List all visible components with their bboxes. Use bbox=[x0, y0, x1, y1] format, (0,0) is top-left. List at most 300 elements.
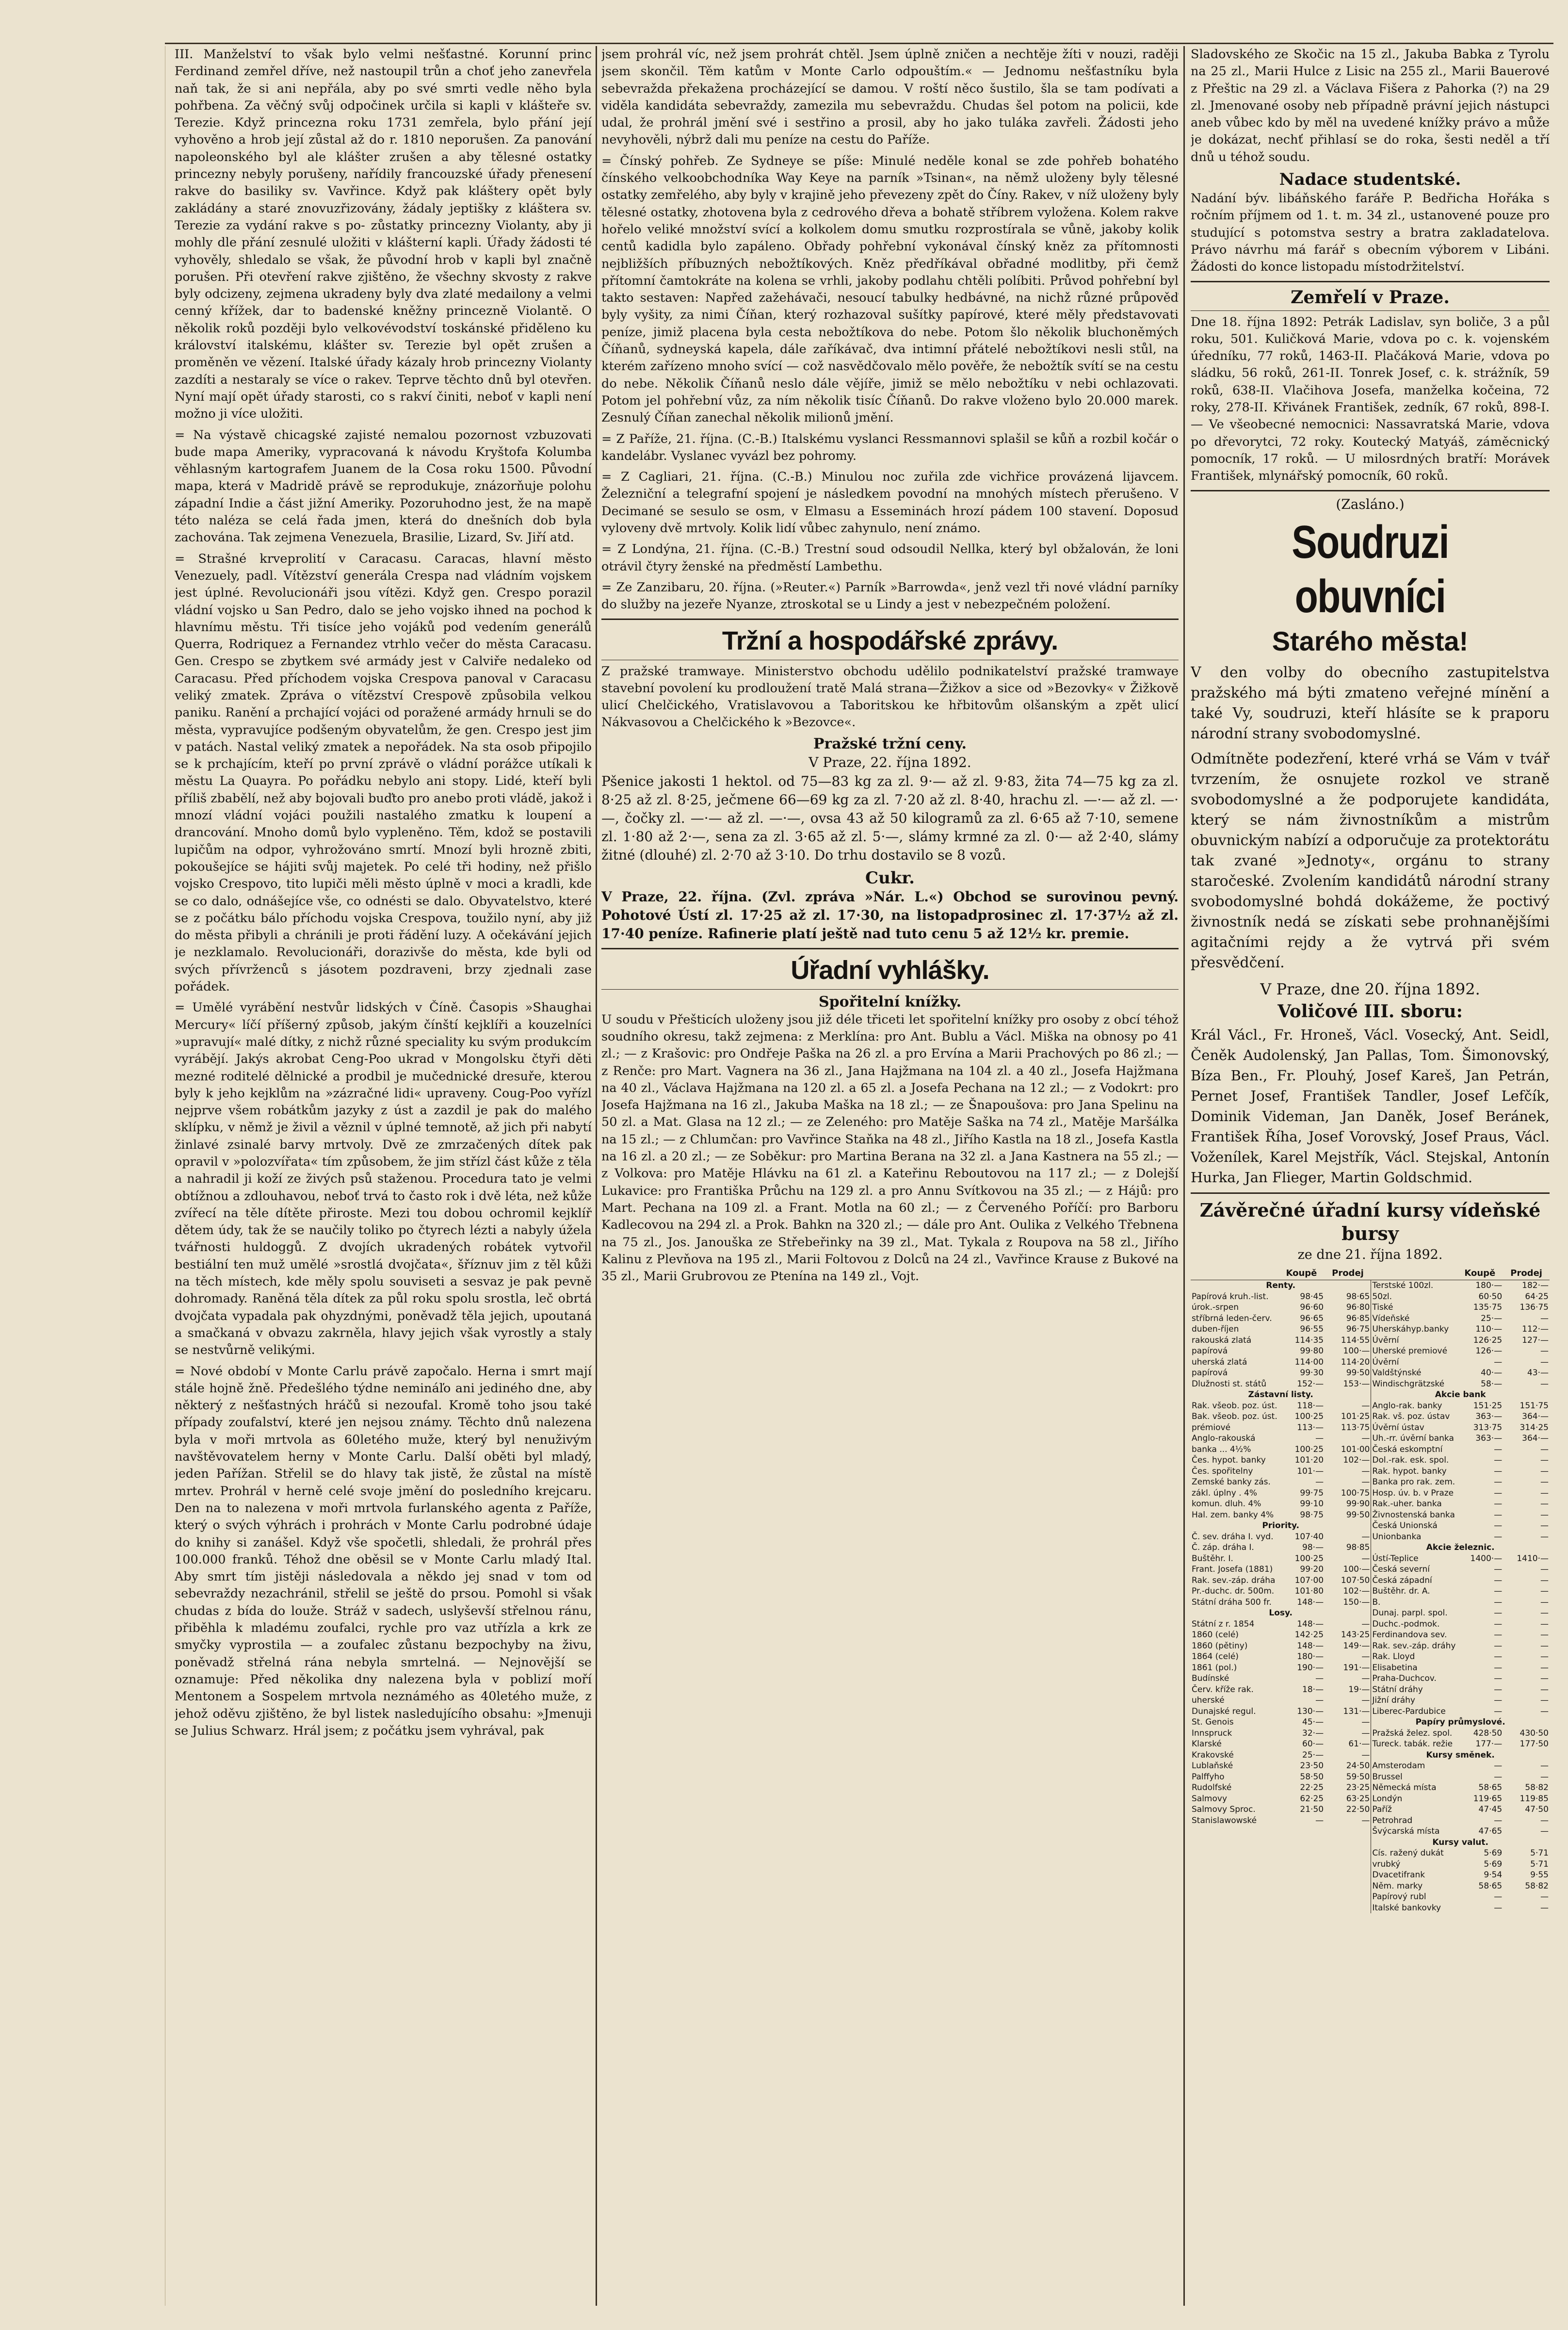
bourse-sell-price: — bbox=[1361, 1717, 1370, 1727]
bourse-security-name: Elisabetina bbox=[1371, 1662, 1457, 1674]
paragraph: Z pražské tramwaye. Ministerstvo obchodu udělilo podnikatelství pražské tramwaye stavební povolení ku prodloužení tratě Malá strana—Žižkov a sice od »Bezovky« v Žižkově ulicí Chelčického, Vratislavovou a Taboritskou ke hřbitovům olšanským a zpět ulicí Nákvasovou a Chelčického k »Bezovce«. bbox=[601, 664, 1179, 730]
bourse-buy-price: 99·80 bbox=[1300, 1346, 1324, 1356]
ad-body-2: Odmítněte podezření, které vrhá se Vám v tvář tvrzením, že osnujete rozkol ve straně svobodomyslné a že podporujete kandidáta, který se nám živnostníkům a mistrům obuvnickým nabízí a odporučuje za protektorátu tak zvané »Jednoty«, orgánu to strany staročeské. Zvolením kandidátů národní strany svobodomyslné bohdá dokážeme, že poctivý živnostník nedá se získati sebe prohnanějšími agitačními rejdy a že vytrvá při svém přesvědčení. bbox=[1191, 750, 1550, 971]
bourse-security-name: Hosp. úv. b. v Praze bbox=[1371, 1488, 1457, 1499]
bourse-date: ze dne 21. října 1892. bbox=[1297, 1247, 1443, 1262]
bourse-sell-price: — bbox=[1361, 1532, 1370, 1542]
table-row bbox=[1191, 1291, 1550, 1303]
bourse-security-name: Salmovy bbox=[1192, 1793, 1228, 1804]
bourse-security-name: 1864 (celé) bbox=[1192, 1652, 1239, 1662]
bourse-security-name: Dol.-rak. esk. spol. bbox=[1371, 1455, 1457, 1466]
column-rule-2 bbox=[1183, 46, 1185, 2306]
bourse-sell-price: — bbox=[1540, 1772, 1549, 1782]
bourse-buy-price: 21·50 bbox=[1300, 1805, 1324, 1815]
column-1 bbox=[175, 46, 592, 2306]
bourse-buy-price: — bbox=[1494, 1674, 1503, 1684]
bourse-buy-price: 99·20 bbox=[1300, 1564, 1324, 1575]
table-row bbox=[1191, 1389, 1550, 1401]
table-row bbox=[1191, 1335, 1550, 1346]
table-row bbox=[1191, 1772, 1550, 1783]
bourse-security-name: Liberec-Pardubice bbox=[1371, 1706, 1457, 1717]
table-row bbox=[1191, 1848, 1550, 1859]
table-row bbox=[1191, 1903, 1550, 1914]
bourse-buy-price: — bbox=[1494, 1815, 1503, 1825]
bourse-sell-price: 136·75 bbox=[1520, 1303, 1549, 1313]
bourse-security-name: papírová bbox=[1192, 1346, 1228, 1356]
bourse-buy-price: 96·60 bbox=[1300, 1303, 1324, 1313]
bourse-security-name: Amsterodam bbox=[1371, 1760, 1457, 1772]
bourse-sell-price: 430·50 bbox=[1520, 1728, 1549, 1738]
ad-title: Soudruzi obuvníci bbox=[1292, 516, 1449, 622]
table-row bbox=[1191, 1324, 1550, 1335]
table-row bbox=[1191, 1542, 1550, 1553]
table-row bbox=[1191, 1422, 1550, 1434]
paragraph: = Ze Zanzibaru, 20. října. (»Reuter.«) Parník »Barrowda«, jenž vezl tři nové vládní parníky do služby na jezeře Nyanze, ztroskotal se u Lindy a jest v nebezpečném položení. bbox=[601, 580, 1179, 612]
bourse-security-name: Česká severní bbox=[1371, 1564, 1457, 1575]
bourse-sell-price: 61·— bbox=[1348, 1739, 1370, 1749]
col-header-sell: Prodej bbox=[1325, 1267, 1371, 1280]
table-row bbox=[1191, 1750, 1550, 1761]
bourse-sell-price: 102·— bbox=[1343, 1455, 1370, 1466]
bourse-sell-price: — bbox=[1361, 1434, 1370, 1444]
bourse-sell-price: — bbox=[1540, 1357, 1549, 1367]
bourse-sell-price: 64·25 bbox=[1525, 1291, 1549, 1302]
table-row bbox=[1191, 1346, 1550, 1357]
bourse-sell-price: 22·50 bbox=[1346, 1805, 1370, 1815]
paragraph: = Na výstavě chicagské zajisté nemalou pozornost vzbuzovati bude mapa Ameriky, vypracovaná k návodu Kryštofa Kolumba věhlasným kartografem Juanem de la Cosa roku 1500. Původní mapa, která v Madridě právě se reprodukuje, znázorňuje polohu západní Indie a část jižní Ameriky. Pozoruhodno jest, že na mapě této naléza se celá řada jmen, která do dnešních dob byla zachována. Tak zejmena Venezuela, Brasilie, Lizard, Sv. Jiří atd. bbox=[175, 427, 592, 545]
article-prices bbox=[601, 772, 1179, 864]
bourse-buy-price: 119·65 bbox=[1473, 1793, 1503, 1804]
bourse-security-name: Klarské bbox=[1192, 1739, 1222, 1749]
bourse-sell-price: 43·— bbox=[1527, 1368, 1549, 1378]
table-row bbox=[1191, 1728, 1550, 1739]
bourse-sell-price: 151·75 bbox=[1520, 1401, 1549, 1411]
table-row bbox=[1191, 1837, 1550, 1848]
bourse-buy-price: 114·00 bbox=[1294, 1357, 1324, 1367]
article-monte-carlo-cont bbox=[601, 46, 1179, 149]
bourse-security-name: Budínské bbox=[1192, 1674, 1229, 1684]
bourse-sell-price: 101·00 bbox=[1341, 1444, 1370, 1454]
bourse-security-name: Státní dráha 500 fr. bbox=[1192, 1597, 1272, 1607]
article-chinese-funeral bbox=[601, 153, 1179, 427]
bourse-buy-price: — bbox=[1494, 1641, 1503, 1651]
bourse-buy-price: 101·— bbox=[1297, 1466, 1324, 1476]
bourse-security-name: Č. záp. dráha I. bbox=[1192, 1543, 1254, 1553]
news-paris bbox=[601, 431, 1179, 465]
bourse-sell-price: — bbox=[1540, 1619, 1549, 1629]
bourse-buy-price: 126·25 bbox=[1473, 1335, 1503, 1345]
bourse-sell-price: 364·— bbox=[1522, 1412, 1549, 1422]
bourse-sell-price: 150·— bbox=[1343, 1597, 1370, 1607]
bourse-buy-price: 100·25 bbox=[1294, 1444, 1324, 1454]
bourse-sell-price: — bbox=[1540, 1761, 1549, 1771]
bourse-sell-price: 101·25 bbox=[1341, 1412, 1370, 1422]
bourse-security-name: Čes. hypot. banky bbox=[1192, 1455, 1266, 1466]
bourse-security-name: Rak. hypot. banky bbox=[1371, 1466, 1457, 1477]
bourse-buy-price: 22·25 bbox=[1300, 1783, 1324, 1793]
bourse-buy-price: 363·— bbox=[1475, 1434, 1503, 1444]
bourse-security-name: Petrohrad bbox=[1371, 1815, 1457, 1826]
bourse-sell-price: 314·25 bbox=[1520, 1422, 1549, 1433]
bourse-sell-price: — bbox=[1361, 1619, 1370, 1629]
paragraph: jsem prohrál víc, než jsem prohrát chtěl. Jsem úplně zničen a nechtěje žíti v nouzi, raději jsem skončil. Těm katům v Monte Carlo odpouštím.« — Jednomu nešťastníku byla sebevražda překažena procházející se damou. V roští něco šustilo, šla se tam podívati a viděla kandidáta sebevraždy, zamezila mu sebevraždu. Chudas šel potom na policii, kde udal, že prohrál jmění své i sestřino a prosil, aby ho jako tuláka zavřeli. Žádosti jeho nevyhověli, nýbrž dali mu peníze na cestu do Paříže. bbox=[601, 47, 1179, 147]
divider bbox=[1191, 1192, 1550, 1194]
bourse-buy-price: — bbox=[1494, 1510, 1503, 1520]
bourse-security-name: Italské bankovky bbox=[1371, 1903, 1457, 1914]
bourse-security-name: Česká eskomptní bbox=[1371, 1444, 1457, 1455]
bourse-sell-price: 9·55 bbox=[1530, 1870, 1549, 1880]
bourse-sell-price: 112·— bbox=[1522, 1324, 1549, 1335]
bourse-buy-price: — bbox=[1315, 1434, 1324, 1444]
bourse-sell-price: — bbox=[1361, 1466, 1370, 1476]
bourse-table bbox=[1191, 1267, 1550, 1914]
bourse-security-name: Paříž bbox=[1371, 1804, 1457, 1815]
bourse-security-name: Banka pro rak. zem. bbox=[1371, 1477, 1457, 1488]
bourse-buy-price: 98·75 bbox=[1300, 1510, 1324, 1520]
bourse-group-heading: Kursy valut. bbox=[1371, 1837, 1550, 1848]
table-row bbox=[1191, 1608, 1550, 1619]
bourse-sell-price: 107·50 bbox=[1341, 1575, 1370, 1585]
ad-date: V Praze, dne 20. října 1892. bbox=[1260, 979, 1480, 998]
table-row bbox=[1191, 1553, 1550, 1564]
bourse-security-name: Krakovské bbox=[1192, 1750, 1234, 1760]
bourse-buy-price: — bbox=[1494, 1488, 1503, 1498]
bourse-sell-price: — bbox=[1361, 1695, 1370, 1706]
bourse-buy-price: — bbox=[1315, 1695, 1324, 1706]
bourse-sell-price: 113·75 bbox=[1341, 1422, 1370, 1433]
bourse-buy-price: 25·— bbox=[1481, 1313, 1503, 1323]
bourse-sell-price: — bbox=[1540, 1652, 1549, 1662]
paragraph: = Strašné krveprolití v Caracasu. Caracas, hlavní město Venezuely, padl. Vítězství generála Crespa nad vládním vojskem jest úplné. Revolucionáři jsou vítězi. Když gen. Crespo porazil vládní vojsko u San Pedro, dalo se jeho vojsko ihned na pochod k hlavnímu městu. Tři tisíce jeho vojáků pod vedením generálů Querra, Rodriquez a Fernandez vtrhlo večer do města Caracasu. Gen. Crespo se zbytkem své armády jest v Calviře nedaleko od Caracasu. Před příchodem vojska Crespova panoval v Caracasu veliký zmatek. Zpráva o vítězství Crespově způsobila velkou paniku. Ranění a prchající vojáci od poražené armády hrnuli se do města, vypravujíce podšeným obyvatelům, že gen. Crespo jest jim v patách. Nastal veliký zmatek a nepořádek. Na sta osob připojilo se k prchajícím, kteří po první zprávě o vládní porážce utíkali k městu La Quayra. Po pořádku nebylo ani stopy. Lidé, kteří byli příliš zbabělí, než aby bojovali buďto pro anebo proti vládě, jakož i mnozí vládní vojáci použili nastalého zmatku k loupení a drancování. Mnoho domů bylo vypleněno. Těm, kdož se postavili lupičům na odpor, vyhrožováno smrtí. Mnozí byli hrozně zbiti, pokoušejíce se hájiti svůj majetek. Po celé tři hodiny, než přišlo vojsko Crespovo, tito lupiči měli město úplně v moci a kradli, kde se co dalo, odnášejíce vše, co odnésti se dalo. Obyvatelstvo, které se z počátku bálo příchodu vojska Crespova, toužilo nyní, aby již do města přibyli a chránili je proti řádění luzy. A očekávání jejich je nezklamalo. Revolucionáři, dorazivše do města, kde byli od svých přívrženců s jásotem pozdraveni, brzy zjednali zase pořádek. bbox=[175, 551, 592, 994]
bourse-security-name: Cís. ražený dukát bbox=[1371, 1848, 1457, 1859]
bourse-sell-price: — bbox=[1540, 1662, 1549, 1673]
paragraph: = Čínský pohřeb. Ze Sydneye se píše: Minulé neděle konal se zde pohřeb bohatého čínského velkoobchodníka Way Keye na parník »Tsinan«, na němž uloženy byly tělesné ostatky zemřelého, aby byly v krajině jeho převezeny zpět do Číny. Rakev, v níž uloženy byly tělesné ostatky, zhotovena byla z cedrového dřeva a bohatě stříbrem vyložena. Kolem rakve hořelo veliké množství svící a kolkolem domu smutku rozprostírala se vůně, jakoby kolik centů kadidla bylo zapáleno. Obřady pohřební vykonával čínský kněz za přítomnosti nejbližších příbuzných nebožtíkových. Kněz předříkával obřadné modlitby, při čemž přítomní čamtokráte na kolena se vrhli, jakoby podlahu chtěli políbiti. Průvod pohřební byl takto sestaven: Napřed zažehávači, nesoucí tabulky hedbávné, na nichž různé průpověď byly vyšity, za nimi Číňan, který rozhazoval sušítky papírové, které měly představovati peníze, jimiž placena byla cesta nebožtíkova do nebe. Potom šlo několik bluchoněmých Číňanů, sydneyská kapela, dále zaříkávač, dva intimní přátelé nebožtíkovi nesli stůl, na kterém zařízeno mnoho svící — což nasvědčovalo mělo pověře, že nebožtík svítí se na cestu do nebe. Několik Číňanů neslo dále vějíře, jimiž se mělo nebožtíku v nebi ochlazovati. Potom jel pohřební vůz, za ním několik tisíc Číňanů. Do rakve vloženo bylo 20.000 marek. Zesnulý Číňan zanechal několik milionů jmění. bbox=[601, 153, 1179, 425]
bourse-security-name: Živnostenská banka bbox=[1371, 1510, 1457, 1521]
bourse-security-name: Unionbanka bbox=[1371, 1532, 1457, 1543]
paragraph: Nadání býv. libáňského faráře P. Bedřicha Hořáka s ročním příjmem od 1. t. m. 34 zl., ustanovené pouze pro studující s potomstva sestry a bratra zakladatelova. Právo návrhu má farář s obecním výborem v Libáni. Žádosti do konce listopadu místodržitelství. bbox=[1191, 191, 1550, 275]
bourse-security-name: duben-říjen bbox=[1192, 1324, 1239, 1335]
bourse-buy-price: 142·25 bbox=[1294, 1630, 1324, 1640]
bourse-security-name: Tureck. tabák. režie bbox=[1371, 1739, 1457, 1750]
bourse-security-name: 1861 (pol.) bbox=[1192, 1662, 1237, 1673]
bourse-sell-price: 63·25 bbox=[1346, 1793, 1370, 1804]
bourse-buy-price: 126·— bbox=[1475, 1346, 1503, 1356]
section-heading-notices: Úřadní vyhlášky. bbox=[791, 955, 989, 985]
bourse-sell-price: — bbox=[1540, 1575, 1549, 1585]
bourse-sell-price: 99·50 bbox=[1346, 1510, 1370, 1520]
bourse-sell-price: — bbox=[1540, 1521, 1549, 1531]
bourse-security-name: Červ. kříže rak. bbox=[1192, 1684, 1254, 1695]
bourse-buy-price: 113·— bbox=[1297, 1422, 1324, 1433]
bourse-sell-price: 127·— bbox=[1522, 1335, 1549, 1345]
bourse-sell-price: 98·85 bbox=[1346, 1543, 1370, 1553]
bourse-sell-price: 24·50 bbox=[1346, 1761, 1370, 1771]
bourse-buy-price: — bbox=[1315, 1477, 1324, 1487]
bourse-security-name: Duchc.-podmok. bbox=[1371, 1619, 1457, 1630]
bourse-sell-price: — bbox=[1540, 1346, 1549, 1356]
table-row bbox=[1191, 1662, 1550, 1674]
bourse-buy-price: 96·65 bbox=[1300, 1313, 1324, 1323]
bourse-buy-price: 62·25 bbox=[1300, 1793, 1324, 1804]
article-china bbox=[175, 999, 592, 1359]
article-foundation bbox=[1191, 190, 1550, 276]
bourse-security-name: B. bbox=[1371, 1597, 1457, 1608]
paragraph: = Umělé vyrábění nestvůr lidských v Číně. Časopis »Shaughai Mercury« líčí příšerný způsob, jakým čínští kejklíři a kouzelníci »upravují« malé dítky, z nichž různé speciality ku svým produkcím vyrábějí. Jakýs akrobat Ceng-Poo ukrad v Mongolsku čtyři děti mezné roditelé dělnické a prodbil je mučednické dresuře, kterou byly k jeho kejklům na »zázračné lidi« upraveny. Coug-Poo vyřízl nejprve všem robátkům jazyky z úst a zazdil je pak do malého sklípku, v němž je živil a věznil v úplné temnotě, až jich při nabytí žinlavé zsinalé barvy mrtvoly. Dvě ze zmrzačených dítek pak opravil v »polozvířata« tím způsobem, že jim střízl část kůže z těla a nahradil ji koží ze živých psů staženou. Procedura tato je velmi obtížnou a zdlouhavou, neboť trvá to často rok i dvě léta, než kůže zvířecí na těle dítěte přiroste. Mezi tou dobou ochromil kejklíř dětem údy, tak že se naučily toliko po čtyrech lézti a nabyly úžela tvářnosti huldoggů. Z dvojích ukradených robátek vytvořil bestiální ten muž umělé »srostlá dvojčata«, šříznuv jim z těl kůži na těch místech, kde měly spolu souviseti a sesvaz je pak pevně dohromady. Raněná těla dítek za půl roku spolu srostla, leč obrtá dvojčata vypadala pak ohyzdnými, poněvadž těla jejich, upoutaná a smačkaná v obvazu zakrněla, hlavy jejich však vyrostly a staly se nestvůrně velikými. bbox=[175, 1000, 592, 1358]
table-row bbox=[1191, 1793, 1550, 1805]
bourse-security-name: Salmovy Sproc. bbox=[1192, 1805, 1256, 1815]
bourse-buy-price: 47·45 bbox=[1478, 1805, 1503, 1815]
bourse-group-heading: Kursy směnek. bbox=[1371, 1750, 1550, 1761]
table-row bbox=[1191, 1444, 1550, 1455]
column-rule-1 bbox=[596, 46, 597, 2306]
bourse-group-heading: Akcie bank bbox=[1371, 1389, 1550, 1401]
bourse-buy-price: 96·55 bbox=[1300, 1324, 1324, 1335]
bourse-sell-price: 5·71 bbox=[1530, 1848, 1549, 1858]
bourse-buy-price: 23·50 bbox=[1300, 1761, 1324, 1771]
bourse-security-name: Úvěrní bbox=[1371, 1357, 1457, 1368]
bourse-buy-price: 148·— bbox=[1297, 1641, 1324, 1651]
bourse-security-name: Dunajské regul. bbox=[1192, 1706, 1256, 1716]
table-row bbox=[1191, 1629, 1550, 1641]
bourse-sell-price: — bbox=[1540, 1706, 1549, 1716]
paragraph: = Z Paříže, 21. října. (C.-B.) Italskému vyslanci Ressmannovi splašil se kůň a rozbil kočár o kandelábr. Vyslanec vyvázl bez pohromy. bbox=[601, 431, 1179, 463]
section-heading-market: Tržní a hospodářské zprávy. bbox=[722, 626, 1058, 655]
bourse-buy-price: — bbox=[1494, 1564, 1503, 1575]
bourse-buy-price: 60·— bbox=[1302, 1739, 1324, 1749]
bourse-security-name: Bak. všeob. poz. úst. bbox=[1192, 1412, 1277, 1422]
bourse-security-name: Dvacetifrank bbox=[1371, 1870, 1457, 1881]
bourse-security-name: Brussel bbox=[1371, 1772, 1457, 1783]
dateline: V Praze, 22. října 1892. bbox=[808, 754, 971, 770]
bourse-group-heading: Priority. bbox=[1262, 1521, 1300, 1531]
bourse-sell-price: — bbox=[1361, 1652, 1370, 1662]
divider bbox=[1191, 281, 1550, 282]
bourse-sell-price: — bbox=[1540, 1597, 1549, 1607]
bourse-security-name: uherské bbox=[1192, 1695, 1225, 1706]
bourse-buy-price: — bbox=[1494, 1652, 1503, 1662]
bourse-buy-price: 5·69 bbox=[1484, 1859, 1503, 1869]
bourse-buy-price: 58·— bbox=[1481, 1379, 1503, 1389]
article-savings-cont bbox=[1191, 46, 1550, 166]
bourse-buy-price: — bbox=[1494, 1521, 1503, 1531]
ad-voters-list: Král Václ., Fr. Hroneš, Václ. Vosecký, Ant. Seidl, Čeněk Audolenský, Jan Pallas, Tom. Šimonovský, Bíza Ben., Fr. Plouhý, Josef Kareš, Jan Petrán, Pernet Josef, František Tandler, Josef Lefčík, Dominik Videman, Jan Daněk, Josef Beránek, František Říha, Josef Vorovský, Josef Praus, Václ. Voženílek, Karel Mejstřík, Václ. Stejskal, Antonín Hurka, Jan Flieger, Martin Goldschmid. bbox=[1191, 1026, 1550, 1186]
bourse-buy-price: — bbox=[1494, 1706, 1503, 1716]
column-2 bbox=[601, 46, 1179, 2306]
bourse-sell-price: 364·— bbox=[1522, 1434, 1549, 1444]
bourse-sell-price: — bbox=[1361, 1815, 1370, 1825]
bourse-sell-price: 23·25 bbox=[1346, 1783, 1370, 1793]
bourse-buy-price: — bbox=[1494, 1532, 1503, 1542]
bourse-security-name: Terstské 100zl. bbox=[1371, 1280, 1457, 1291]
table-row bbox=[1191, 1804, 1550, 1815]
bourse-sell-price: 114·55 bbox=[1341, 1335, 1370, 1345]
paragraph: V Praze, 22. října. (Zvl. zpráva »Nár. L.«) Obchod se surovinou pevný. Pohotové Ústí zl. 17·25 až zl. 17·30, na listopadprosinec zl. 17·37½ až zl. 17·40 peníze. Rafinerie platí ještě nad tuto cenu 5 až 12½ kr. premie. bbox=[601, 888, 1179, 942]
bourse-sell-price: — bbox=[1540, 1455, 1549, 1466]
bourse-buy-price: — bbox=[1494, 1575, 1503, 1585]
bourse-sell-price: 100·75 bbox=[1341, 1488, 1370, 1498]
bourse-buy-price: 98·— bbox=[1302, 1543, 1324, 1553]
bourse-security-name: Česká Unionská bbox=[1371, 1520, 1457, 1532]
bourse-sell-price: — bbox=[1540, 1488, 1549, 1498]
bourse-buy-price: 98·45 bbox=[1300, 1291, 1324, 1302]
bourse-sell-price: — bbox=[1540, 1903, 1549, 1913]
article-caracas bbox=[175, 551, 592, 996]
bourse-sell-price: — bbox=[1540, 1499, 1549, 1509]
table-row bbox=[1191, 1760, 1550, 1772]
table-row bbox=[1191, 1411, 1550, 1422]
bourse-section bbox=[1191, 1199, 1550, 1914]
bourse-sell-price: — bbox=[1361, 1401, 1370, 1411]
bourse-security-name: Ústí-Teplice bbox=[1371, 1553, 1457, 1564]
bourse-buy-price: 99·30 bbox=[1300, 1368, 1324, 1378]
heading-deaths: Zemřelí v Praze. bbox=[1291, 287, 1450, 308]
bourse-buy-price: 58·50 bbox=[1300, 1772, 1324, 1782]
ad-body: V den volby do obecního zastupitelstva pražského má býti zmateno veřejné mínění a také Vy, soudruzi, kteří hlásíte se k praporu národní strany svobodomyslné. bbox=[1191, 664, 1550, 742]
bourse-security-name: Papírová kruh.-list. bbox=[1192, 1291, 1269, 1302]
bourse-security-name: 50zl. bbox=[1371, 1291, 1457, 1303]
bourse-security-name: Rak.-uher. banka bbox=[1371, 1499, 1457, 1510]
bourse-security-name: stříbrná leden-červ. bbox=[1192, 1313, 1272, 1323]
bourse-sell-price: — bbox=[1361, 1750, 1370, 1760]
paragraph: = Z Londýna, 21. října. (C.-B.) Trestní soud odsoudil Nellka, který byl obžalován, že loni otrávil čtyry ženské na předměstí Lambethu. bbox=[601, 542, 1179, 574]
bourse-security-name: vrubký bbox=[1371, 1859, 1457, 1870]
bourse-buy-price: 118·— bbox=[1297, 1401, 1324, 1411]
heading-prague-prices: Pražské tržní ceny. bbox=[813, 735, 967, 752]
bourse-security-name: Vídeňské bbox=[1371, 1313, 1457, 1324]
bourse-security-name: Státní dráhy bbox=[1371, 1684, 1457, 1695]
bourse-security-name: Rak. všeob. poz. úst. bbox=[1192, 1401, 1277, 1411]
bourse-security-name: Švýcarská místa bbox=[1371, 1826, 1457, 1837]
bourse-security-name: Č. sev. dráha I. vyd. bbox=[1192, 1532, 1274, 1542]
bourse-sell-price: — bbox=[1540, 1379, 1549, 1389]
bourse-buy-price: — bbox=[1494, 1444, 1503, 1454]
bourse-security-name: 1860 (celé) bbox=[1192, 1630, 1239, 1640]
ad-tag: (Zasláno.) bbox=[1336, 496, 1405, 512]
bourse-group-heading: Akcie železnic. bbox=[1371, 1542, 1550, 1553]
bourse-security-name: uherská zlatá bbox=[1192, 1357, 1247, 1367]
bourse-buy-price: 151·25 bbox=[1473, 1401, 1503, 1411]
bourse-security-name: Praha-Duchcov. bbox=[1371, 1673, 1457, 1684]
bourse-sell-price: 182·— bbox=[1522, 1281, 1549, 1291]
bourse-sell-price: 99·90 bbox=[1346, 1499, 1370, 1509]
bourse-buy-price: 428·50 bbox=[1473, 1728, 1503, 1738]
table-row bbox=[1191, 1379, 1550, 1390]
bourse-sell-price: — bbox=[1540, 1684, 1549, 1695]
bourse-security-name: Anglo-rak. banky bbox=[1371, 1401, 1457, 1412]
bourse-sell-price: 98·65 bbox=[1346, 1291, 1370, 1302]
table-row bbox=[1191, 1859, 1550, 1870]
bourse-buy-price: — bbox=[1494, 1772, 1503, 1782]
bourse-sell-price: 96·75 bbox=[1346, 1324, 1370, 1335]
table-row bbox=[1191, 1695, 1550, 1706]
bourse-buy-price: 313·75 bbox=[1473, 1422, 1503, 1433]
bourse-buy-price: — bbox=[1494, 1662, 1503, 1673]
bourse-security-name: úrok.-srpen bbox=[1192, 1303, 1239, 1313]
table-row bbox=[1191, 1455, 1550, 1466]
bourse-sell-price: — bbox=[1540, 1630, 1549, 1640]
table-row bbox=[1191, 1280, 1550, 1291]
table-row bbox=[1191, 1706, 1550, 1717]
article-tramway bbox=[601, 663, 1179, 732]
table-row bbox=[1191, 1357, 1550, 1368]
article-violanta bbox=[175, 46, 592, 423]
table-row bbox=[1191, 1302, 1550, 1313]
table-row bbox=[1191, 1401, 1550, 1412]
table-row bbox=[1191, 1619, 1550, 1630]
bourse-buy-price: 135·75 bbox=[1473, 1303, 1503, 1313]
column-3 bbox=[1191, 46, 1550, 2306]
bourse-buy-price: 45·— bbox=[1302, 1717, 1324, 1727]
bourse-security-name: Něm. marky bbox=[1371, 1881, 1457, 1892]
table-row bbox=[1191, 1826, 1550, 1837]
bourse-buy-price: 114·35 bbox=[1294, 1335, 1324, 1345]
bourse-buy-price: — bbox=[1494, 1630, 1503, 1640]
table-row bbox=[1191, 1870, 1550, 1881]
bourse-sell-price: — bbox=[1361, 1674, 1370, 1684]
bourse-buy-price: — bbox=[1494, 1357, 1503, 1367]
bourse-sell-price: 100·— bbox=[1343, 1346, 1370, 1356]
bourse-buy-price: — bbox=[1494, 1903, 1503, 1913]
table-row bbox=[1191, 1510, 1550, 1521]
bourse-sell-price: — bbox=[1540, 1695, 1549, 1706]
table-row bbox=[1191, 1684, 1550, 1695]
bourse-sell-price: 19·— bbox=[1348, 1684, 1370, 1695]
bourse-buy-price: 32·— bbox=[1302, 1728, 1324, 1738]
bourse-sell-price: 96·85 bbox=[1346, 1313, 1370, 1323]
table-row bbox=[1191, 1313, 1550, 1324]
bourse-buy-price: — bbox=[1494, 1586, 1503, 1597]
table-row bbox=[1191, 1782, 1550, 1793]
bourse-security-name: Státní z r. 1854 bbox=[1192, 1619, 1255, 1629]
bourse-security-name: Uherskáhyp.banky bbox=[1371, 1324, 1457, 1335]
bourse-security-name: Palffyho bbox=[1192, 1772, 1225, 1782]
article-savings-books bbox=[601, 1011, 1179, 1286]
bourse-security-name: rakouská zlatá bbox=[1192, 1335, 1252, 1345]
bourse-sell-price: 5·71 bbox=[1530, 1859, 1549, 1869]
bourse-security-name: 1860 (pětiny) bbox=[1192, 1641, 1248, 1651]
bourse-group-heading: Renty. bbox=[1266, 1281, 1296, 1291]
bourse-sell-price: — bbox=[1540, 1608, 1549, 1618]
bourse-sell-price: — bbox=[1540, 1444, 1549, 1454]
table-row bbox=[1191, 1477, 1550, 1488]
bourse-security-name: Česká západní bbox=[1371, 1575, 1457, 1586]
bourse-sell-price: 58·82 bbox=[1525, 1881, 1549, 1891]
bourse-buy-price: — bbox=[1494, 1477, 1503, 1487]
bourse-buy-price: 40·— bbox=[1481, 1368, 1503, 1378]
bourse-security-name: Dlužnosti st. států bbox=[1192, 1379, 1267, 1389]
bourse-buy-price: 1400·— bbox=[1470, 1553, 1503, 1564]
table-row bbox=[1191, 1368, 1550, 1379]
article-deaths bbox=[1191, 314, 1550, 485]
bourse-security-name: Úvěrní bbox=[1371, 1335, 1457, 1346]
bourse-buy-price: — bbox=[1494, 1761, 1503, 1771]
bourse-security-name: Valdštýnské bbox=[1371, 1368, 1457, 1379]
table-row bbox=[1191, 1597, 1550, 1608]
bourse-security-name: Rak. sev.-záp. dráha bbox=[1192, 1575, 1276, 1585]
bourse-buy-price: 107·40 bbox=[1294, 1532, 1324, 1542]
bourse-sell-price: — bbox=[1540, 1313, 1549, 1323]
table-row bbox=[1191, 1739, 1550, 1750]
bourse-security-name: Rak. vš. poz. ústav bbox=[1371, 1411, 1457, 1422]
heading-savings-books: Spořitelní knížky. bbox=[818, 993, 962, 1010]
bourse-sell-price: — bbox=[1540, 1892, 1549, 1902]
paragraph: = Nové období v Monte Carlu právě započalo. Herna i smrt mají stále hojně žně. Předešlého týdne nemináľo ani jediného dne, aby některý z nešťastných hráčů si nezoufal. Kromě toho jsou také případy zoufalství, které jen nejsou známy. Těchto dnů nalezena byla v moři mrtvola as 60letého muže, který byl nenuživým navštěvovatelem herny v Monte Carlu. Další oběti byl mladý, jeden Pařížan. Střelil se do hlavy tak jistě, že zůstal na místě mrtev. Prohrál v herně celé svoje jmění do posledního krejcaru. Den na to nalezena v moři mrtvola furlanského agenta z Paříže, který o svých výhrách i prohrách v Monte Carlu podrobné údaje do knihy si zanášel. Když vše spočetli, shledali, že prohrál přes 100.000 franků. Téhož dne oběsil se v Monte Carlu mladý Ital. Aby smrt tím jistěji následovala a někdo jej snad v tom od sebevraždy nezachránil, střelil se ještě do prsou. Pomohl si však chudas z bída do louže. Stráž v sadech, uslyševší střelnou ránu, přiběhla k mladému zoufalci, rychle pro vaz utřízla a krk ze smyčky vyprostila — a zoufalec zůstanu bezpochyby na živu, poněvadž střelná rána nebyla smrtelná. — Nejnovější se oznamuje: Před několika dny nalezena byla v poblizí moří Mentonem a Sospelem mrtvola neznámého as 40letého muže, z jehož oděvu zjištěno, že byl listek nasledujícího obsahu: »Jmenuji se Julius Schwarz. Hrál jsem; z počátku jsem vyhrával, pak bbox=[175, 1364, 592, 1738]
bourse-sell-price: 114·20 bbox=[1341, 1357, 1370, 1367]
bourse-buy-price: 107·00 bbox=[1294, 1575, 1324, 1585]
bourse-sell-price: 59·50 bbox=[1346, 1772, 1370, 1782]
bourse-buy-price: — bbox=[1494, 1892, 1503, 1902]
table-row bbox=[1191, 1466, 1550, 1477]
